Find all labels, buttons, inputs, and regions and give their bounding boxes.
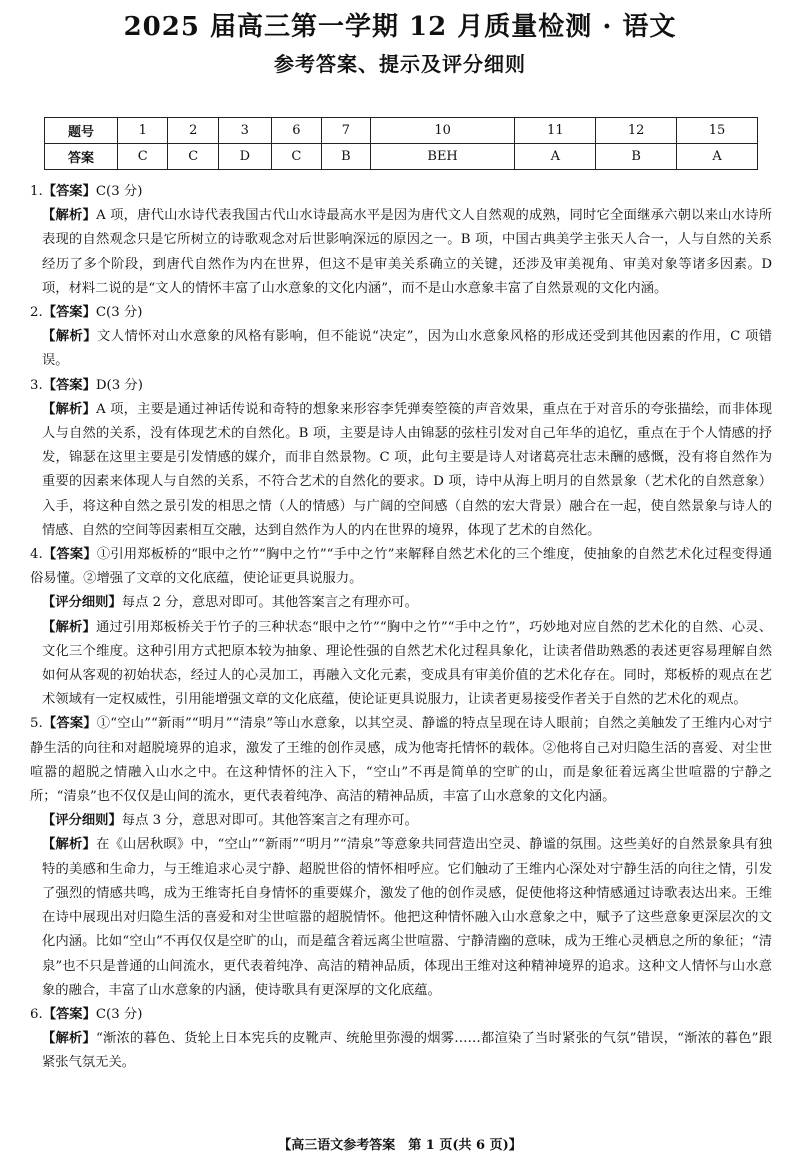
table-cell-number: 3 (218, 118, 271, 144)
analysis-tag: 【解析】 (42, 329, 97, 345)
table-cell-answer: BEH (370, 144, 515, 170)
table-cell-answer: A (515, 144, 596, 170)
table-cell-answer: A (677, 144, 758, 170)
question-6-analysis (30, 1027, 772, 1075)
question-1-answer (30, 180, 772, 204)
analysis-tag: 【解析】 (42, 837, 96, 853)
table-cell-number: 7 (322, 118, 371, 144)
table-cell-number: 1 (118, 118, 168, 144)
analysis-text: 文人情怀对山水意象的风格有影响，但不能说“决定”，因为山水意象风格的形成还受到其他因素的作用，C 项错误。 (42, 329, 773, 369)
question-number: 2. (30, 305, 43, 321)
scoring-text: 每点 2 分，意思对即可。其他答案言之有理亦可。 (121, 595, 418, 611)
table-cell-number: 2 (168, 118, 218, 144)
question-4-analysis (30, 616, 772, 713)
answer-tag: 【答案】 (42, 1006, 96, 1022)
answer-text: ①“空山”“新雨”“明月”“清泉”等山水意象，以其空灵、静谧的特点呈现在诗人眼前；自然之美触发了王维内心对宁静生活的向往和对超脱境界的追求，激发了王维的创作灵感，成为他寄托情怀的载体。②他将自己对归隐生活的喜爱、对尘世喧嚣的超脱之情融入山水之中。在这种情怀的注入下，“空山”不再是简单的空旷的山，而是象征着远离尘世喧嚣的宁静之所；“清泉”也不仅仅是山间的流水，更代表着纯净、高洁的精神品质，丰富了山水意象的文化内涵。 (30, 716, 772, 805)
question-5-answer (30, 712, 772, 809)
question-1-analysis (30, 204, 772, 301)
table-cell-number: 12 (596, 118, 677, 144)
table-cell-number: 10 (370, 118, 515, 144)
question-6-answer (30, 1003, 772, 1027)
page-subtitle: 参考答案、提示及评分细则 (274, 52, 526, 76)
scoring-tag: 【评分细则】 (42, 813, 122, 829)
answer-tag: 【答案】 (42, 184, 96, 199)
analysis-tag: 【解析】 (42, 208, 97, 224)
question-2-answer (30, 301, 772, 325)
question-number-row (45, 118, 758, 144)
page-footer: 【高三语文参考答案 第 1 页(共 6 页)】 (278, 1138, 522, 1153)
question-2-analysis (30, 325, 772, 373)
table-cell-number: 11 (515, 118, 596, 144)
table-cell-number: 6 (271, 118, 321, 144)
table-cell-answer: C (118, 144, 168, 170)
answer-text: C(3 分) (95, 1006, 143, 1022)
answer-explanations (30, 180, 772, 1076)
question-4-scoring (30, 591, 772, 615)
question-number: 6. (30, 1006, 43, 1022)
table-cell-answer: D (218, 144, 271, 170)
table-cell-answer: C (271, 144, 321, 170)
row-label-number: 题号 (45, 118, 118, 144)
question-3-analysis (30, 398, 772, 543)
answer-key-table (44, 117, 758, 170)
answer-text: ①引用郑板桥的“眼中之竹”“胸中之竹”“手中之竹”来解释自然艺术化的三个维度，使抽象的自然艺术化过程变得通俗易懂。②增强了文章的文化底蕴，使论证更具说服力。 (30, 547, 772, 587)
analysis-tag: 【解析】 (42, 1031, 97, 1047)
scoring-text: 每点 3 分，意思对即可。其他答案言之有理亦可。 (121, 813, 418, 829)
answer-tag: 【答案】 (42, 716, 97, 732)
page-title: 2025 届高三第一学期 12 月质量检测 · 语文 (123, 12, 677, 42)
analysis-tag: 【解析】 (42, 401, 97, 417)
analysis-text: 通过引用郑板桥关于竹子的三种状态“眼中之竹”“胸中之竹”“手中之竹”，巧妙地对应自然的艺术化的自然、心灵、文化三个维度。这种引用方式把原本较为抽象、理论性强的自然艺术化过程具象化，让读者借助熟悉的表述更容易理解自然如何从客观的初始状态，经过人的心灵加工，再融入文化元素，变成具有审美价值的艺术化存在。同时，郑板桥的观点在艺术领域有一定权威性，引用能增强文章的文化底蕴，使论证更具说服力，让读者更易接受作者关于自然的艺术化的观点。 (42, 619, 772, 708)
question-number: 1. (30, 184, 43, 199)
question-4-answer (30, 543, 772, 591)
table-cell-answer: C (168, 144, 218, 170)
answer-tag: 【答案】 (42, 377, 96, 393)
answer-tag: 【答案】 (42, 547, 97, 563)
row-label-answer: 答案 (45, 144, 118, 170)
answer-text: D(3 分) (95, 377, 143, 393)
question-number: 3. (30, 377, 43, 393)
analysis-text: 在《山居秋暝》中，“空山”“新雨”“明月”“清泉”等意象共同营造出空灵、静谧的氛围。这些美好的自然景象具有独特的美感和生命力，与王维追求心灵宁静、超脱世俗的情怀相呼应。它们触动了王维内心深处对宁静生活的向往之情，引发了强烈的情感共鸣，成为王维寄托自身情怀的重要媒介，激发了他的创作灵感，促使他将这种情感通过诗歌表达出来。王维在诗中展现出对归隐生活的喜爱和对尘世喧嚣的超脱情怀。他把这种情怀融入山水意象之中，赋予了这些意象更深层次的文化内涵。比如“空山”不再仅仅是空旷的山，而是蕴含着远离尘世喧嚣、宁静清幽的意味，成为王维心灵栖息之所的象征；“清泉”也不只是普通的山间流水，更代表着纯净、高洁的精神品质，体现出王维对这种精神境界的追求。这种文人情怀与山水意象的融合，丰富了山水意象的内涵，使诗歌具有更深厚的文化底蕴。 (42, 837, 773, 998)
question-number: 4. (30, 547, 43, 563)
scoring-tag: 【评分细则】 (42, 595, 122, 611)
question-5-scoring (30, 809, 772, 833)
analysis-text: A 项，唐代山水诗代表我国古代山水诗最高水平是因为唐代文人自然观的成熟，同时它全面继承六朝以来山水诗所表现的自然观念只是它所树立的诗歌观念对后世影响深远的原因之一。B 项，中国古典美学主张天人合一，人与自然的关系经历了多个阶段，到唐代自然作为内在世界，但这不是审美关系确立的关键，还涉及审美视角、审美对象等诸多因素。D 项，材料二说的是“文人的情怀丰富了山水意象的文化内涵”，而不是山水意象丰富了自然景观的文化内涵。 (42, 208, 773, 296)
answer-text: C(3 分) (95, 184, 143, 199)
answer-row (45, 144, 758, 170)
answer-text: C(3 分) (95, 305, 143, 321)
analysis-text: “渐浓的暮色、货轮上日本宪兵的皮靴声、统舱里弥漫的烟雾……都渲染了当时紧张的气氛”错误，“渐浓的暮色”跟紧张气氛无关。 (42, 1031, 772, 1071)
question-5-analysis (30, 833, 772, 1002)
question-3-answer (30, 374, 772, 398)
table-cell-answer: B (322, 144, 371, 170)
table-cell-answer: B (596, 144, 677, 170)
answer-tag: 【答案】 (42, 305, 96, 321)
question-number: 5. (30, 716, 43, 732)
analysis-tag: 【解析】 (42, 619, 97, 635)
analysis-text: A 项，主要是通过神话传说和奇特的想象来形容李凭弹奏箜篌的声音效果，重点在于对音乐的夸张描绘，而非体现人与自然的关系，没有体现艺术的自然化。B 项，主要是诗人由锦瑟的弦柱引发对自己年华的追忆，重点在于个人情感的抒发，锦瑟在这里主要是引发情感的媒介，而非自然景物。C 项，此句主要是诗人对诸葛亮壮志未酬的感慨，没有将自然作为重要的因素来体现人与自然的关系，不符合艺术的自然化的要求。D 项，诗中从海上明月的自然景象（艺术化的自然意象）入手，将这种自然之景引发的相思之情（人的情感）与广阔的空间感（自然的宏大背景）融合在一起，使自然景象与诗人的情感、自然的空间等因素相互交融，达到自然作为人的内在世界的境界，体现了艺术的自然化。 (42, 401, 773, 538)
table-cell-number: 15 (677, 118, 758, 144)
